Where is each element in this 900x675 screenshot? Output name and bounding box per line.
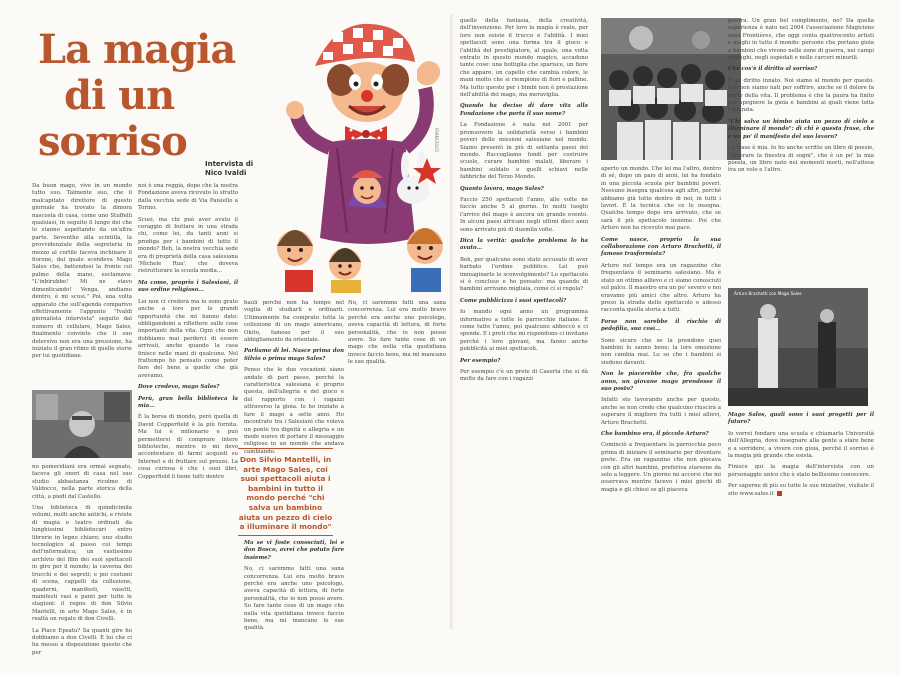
paragraph: bauli perché non ha tempo nel voglia di studiarli e ordinarli. Ultimamente ha comprato tutta la collezione di un mago americano, Okito, famoso per il suo abbigliamento da orientale. [244,300,344,344]
question: Quanto lavora, mago Sales? [460,185,544,192]
question: Parliamo di lei. Nasce prima don Silvio o prima mago Sales? [244,348,344,362]
question: Ma se vi foste conosciuti, lei e don Bosco, avrei che potuto fare insieme? [244,540,344,561]
paragraph: La Fondazione è nata nel 2001 per promuovere la solidarietà verso i bambini poveri delle missioni salesiane nel mondo. Siamo presenti in più di settanta paesi del mondo. Raccogliamo fondi per costruire scuole, curare bambini malati, liberare i bambini soldato e quelli schiavi nelle fabbriche del Terzo Mondo. [460,122,588,181]
text-column-3c [348,300,446,624]
paragraph: noi è una reggia, dopo che la nostra Fondazione aveva ricevuto lo sfratto dalla vecchia sede di Via Paisiello a Torino. [138,183,238,212]
paragraph: quello della fantasia, della creatività, dell'invenzione. Per loro la magia è reale, per loro non esiste il trucco e l'abilità. I miei spettacoli sono una forma tra il gioco e l'abilità del prestigiatore, al quale, una volta entrato in questo mondo magico, accadono tante cose: una bottiglia che sparisce, un fiore che appare, un capello che cambia colore, le mani molto che si riempiono di fiori e palline. Ma tutto questo per i bimbi non è prestazione dell'abilità del mago, ma meraviglia. [460,18,588,99]
title-line-1: La magia [38,26,236,73]
clown-right-hand [417,61,440,85]
question: Forse non sarebbe il rischio di pedofilia, sua così... [601,318,721,333]
paragraph: Arturo nel tempo era un ragazzino che frequentava il seminario salesiano. Ma è stato un ottimo allievo e ci siamo conosciuti sul palco. Il maestro era un po' severo e noi eravamo più amici che altro. Arturo ha preso la strada dello spettacolo e adesso racconta quella storia a tutti. [601,262,721,314]
paragraph: Io mando ogni anno un programma informativo a tutte le parrocchie italiane. È come tutte l'anno, poi qualcuno abboccò e ci spende. E i preti che mi rispondono ci invitano perché i loro giovani, ma fanno anche pubblicità ai miei spettacoli. [460,309,588,353]
photo-mago-sales-portrait [32,390,132,458]
byline-author: Nico Ivaldi [205,169,247,177]
paragraph: È un diritto innato. Noi siamo al mondo per questo. Noi non siamo nati per soffrire, anche se il dolore fa parte della vita. Il problema è che la paura ha finito per spegnere la gioia e bambini ai quali viene tolta l'infanzia. [728,77,874,114]
paragraph: La frase è mia. Io ho anche scritto un libro di poesie, "Ignorare la finestra di sogni", che è un po' la mia poesia, un libro nato nei momenti morti, nell'attesa tra un volo e l'altro. [728,145,874,174]
paragraph: Infatti sto lavorando anche per questo, anche se non credo che qualcuno riuscirà a superare il migliore fra tutti i miei allievi, Arturo Brachetti. [601,397,721,426]
paragraph: Da buon mago, vive in un mondo tutto suo. Talmente suo, che il malcapitato direttore di questo giornale ha trovato la dimora nascosta di casa, come uno Stuffelli qualsiasi, in seguito il lungo dei che lo stanno aspettando da un'altra parte. Seventhe alla scintilla, la provvidenziale della segreteria in mezzo al cortile faceva inchinare il fiorone, dal quale scendeva Mago Sales che, battendosi la fronte col palmo della mano, esclamava: "L'inbirubbe! Mi ne stavo dimenticando! Venga, andiamo dentro, è mi scusi." Poi, una volta apparato che sull'agenda comparivo effettivamente l'appunto "Ivaldi giornalista intervista" seguito dal numero di cellulare, Mago Sales, finalmente convinto che il suo detersivo non era una pressione, ha iniziato il gran ritmo di quelle storie per lui quotidiane. [32,183,132,360]
paragraph: Penso che le due vocazioni siano andate di pari passo, perché la caratteristica salesiana è proprio questa, dell'allegria e del gioco e del rapporto con i ragazzi attraverso la gioia. Io ho iniziato a fare il mago a sette anni. Ho incontrato tra i Salesiani che voleva un ponte tra dignità e allegria e un modo nuovo di portare il messaggio religioso in un mondo che andava cambiando. [244,367,344,455]
text-column-6a [728,18,874,280]
clown-illustration [275,18,450,293]
text-column-1a [32,183,132,383]
paragraph: No, ci saremmo fatti una sana concorrenza. Lui era molto bravo perché era anche uno psicologo, aveva capacità di lettura, di forte personalità, che io non posso avere. So fare tante cose di un mago che nella vita quotidiana invece faccio bene, ma mi mancano le sue qualità. [348,300,446,366]
clown-nose [361,90,373,102]
paragraph: Faccio 250 spettacoli l'anno, alle volte ne faccio anche 5 al giorno. In molti luoghi l'arrivo del mago è ancora un grande evento. In alcuni paesi africani negli ultimi dieci anni sono arrivato più di duemila volte. [460,196,588,233]
photo-stage-performers [728,288,868,406]
paragraph: guerra. Un gran bel complimento, no? Da quella esperienza è nato nel 2004 l'associazione Magiciens sans Frontières, che oggi conta quattrocento artisti e maghi in tutto il mondo: persone che portano gioia a bambini che vivono nelle zone di guerra, nei campi profughi, negli ospedali e nelle carceri minorili. [728,18,874,62]
photo-caption: Arturo Brachetti con Mago Sales [734,291,802,296]
paragraph: aperto un mondo. Che lei ma l'altro, dentro di sé, dopo un paio di anni, lui ha fondato in una piccola scuola per bambini poveri. Nessuno insegna qualcosa agli altri, perché abbiamo già tutto dentro di noi, in tutti i lavori. È la tecnica che ce le insegna. Qualche tempo dopo era arrivato, che se sarà il più spettacolo insieme. Poi che Arturo non ha ricevuto mai pace. [601,166,721,232]
text-column-1b [32,464,132,656]
end-mark-icon [777,491,782,496]
photo-children-group [601,18,741,160]
paragraph: no pomeridiani era ormai segnato, faceva gli onori di casa nel suo studio abbastanza ricolmo di Valdocco, nella parte storica della città, a piedi dal Castello. [32,464,132,500]
text-column-4 [460,18,588,623]
paragraph: Cominciò a frequentare la parrocchia poco prima di iniziare il seminario per diventare prete. Era un ragazzino che non giocava con gli altri bambini, preferiva starsene da solo a leggere. Un giorno mi accorsi che mi osservava mentre facevo i miei giochi di magia e gli chiesi se gli piaceva [601,442,721,493]
page-gutter [450,14,454,629]
text-column-3b [244,540,344,632]
paragraph: È la borsa di mondo, però quella di David Copperfield è la più fornita. Ma lui è milionario e può permettersi di comprare intere biblioteche, mentre io mi devo accontentare di farmi acquisti su Internet e di fruttare sul prezzo. La cosa curiosa è che i suoi libri, Copperfield li tiene tutti dentro [138,414,238,480]
question: "Chi salva un bimbo aiuta un pezzo di cielo a illuminare il mondo": di chi è questa frase, che è un po' il manifesto del suo lavoro? [728,118,874,140]
paragraph-text: Per saperne di più su tutte le sue iniziative, visitate il sito www.sales.it [728,483,874,497]
question: Che bambino era, il piccolo Arturo? [601,431,709,437]
article-title [38,22,288,172]
right-page [458,18,876,623]
text-column-3 [244,300,344,455]
clown-left-hand [286,101,304,119]
question: Quando ha deciso di dare vita alla Fondazione che porta il suo nome? [460,103,588,117]
text-column-6b [728,412,874,624]
question: Perù, gran bella biblioteca la mia... [138,395,238,409]
question: Come nasce, proprio la sua collaborazione con Arturo Brachetti, il famoso trasformista? [601,236,721,258]
paragraph: La Piace Epsatu? Sa quanti gire ho dobbiamo a don Civelli. È lui che ci ha messo a disposizione questo che per [32,627,132,656]
pull-quote: Don Silvio Mantelli, in arte Mago Sales, coi suoi spettacoli aiuta i bambini in tutto il mondo perché "chi salva un bambino aiuta un pezzo di cielo a illuminare il mondo" [238,448,333,536]
question: Ma come, proprio i Salesiani, il suo ordine religioso... [138,279,238,294]
title-line-2: di un [64,72,175,119]
question: Come pubblicizza i suoi spettacoli? [460,297,567,304]
question: Che cos'è il diritto al sorriso? [728,66,818,73]
paragraph: Per esempio c'è un prete di Caserta che si dà molto da fare con i ragazzi [460,369,588,383]
paragraph: Scusi, ma chi può aver avuto il coraggio di buttare in una strada chi, come lei, da tanti anni si prodiga per i bambini di tutto il mondo? Beh, la nostra vecchia sede era di proprietà della casa salesiana 'Michele Rua', che doveva ristrutturare la scuola media... [138,216,238,275]
text-column-5 [601,166,721,624]
paragraph: Una biblioteca di quindicimila volumi, molti anche antichi, e riviste di magia e teatro ordinati da lunghissimi bibliotecari entro librerie in legno chiaro; uno studio tecnologico al passo coi tempi dell'informatica; un vastissimo archivio dei film dei suoi spettacoli in giro per il mondo; la caverna dei trucchi e dei segreti; e poi costumi di scena, cappelli da collezione, quaderni, manifesti, vasetti, manifesti vasi e panti per tutte le stagioni: il regno di don Silvio Mantelli, in arte Mago Sales, è in realtà un regalo di don Civelli. [32,505,132,623]
paragraph: No, ci saremmo fatti una sana concorrenza. Lui era molto bravo perché era anche uno psicologo, aveva capacità di lettura, di forte personalità, che io non posso avere. So fare tante cose di un mago che nella vita quotidiana invece faccio bene, ma mi mancano le sue qualità. [244,566,344,632]
left-page [30,18,448,656]
byline-label: Intervista di [205,160,254,168]
question: Dove credevo, mago Sales? [138,384,220,391]
paragraph: Beh, per qualcuno sono stato accusato di aver barbato l'ordine pubblico. Lei può immaginarlo lo sconvolgimento? Lo spettacolo si è concluso e ho pensato: ma quando di bambini arrivano migliaia, come ci si regola? [460,256,588,293]
question: Mago Sales, quali sono i suoi progetti per il futuro? [728,412,874,426]
question: Non le piacerebbe che, fra qualche anno, un giovane mago prendesse il suo posto? [601,371,721,392]
paragraph: Sono sicuro che se la prendono quei bambini lo sanno bene; la loro emozione non cambia mai. Lo so che i bambini si siedono davanti. [601,337,721,366]
paragraph: Finisce qui la magia dell'intervista con un personaggio unico che è stato bellissimo conoscere. [728,464,874,478]
question: Per esempio? [460,357,501,364]
title-line-3: sorriso [38,118,187,165]
text-column-2 [138,183,238,623]
svg-text:FRANCESCO: FRANCESCO [434,128,439,153]
paragraph [728,483,874,498]
paragraph: Io vorrei fondare una scuola e chiamarla Università dell'Allegria, dove insegnare alla gente a stare bene e a sorridere, a vivere con gioia, perché il sorriso è la magia più grande che esista. [728,430,874,460]
checkered-hat [315,24,415,66]
paragraph: Lei non ci crederà ma io sono grato anche a loro per le grandi opportunità che mi hanno dato: obbligandomi a riflettere sulle cose importanti della vita. Ogni che non dobbiamo mai perderci di essere arrivati, anche quando la casa finisce nelle mani di qualcuno. Nel frattempo ho pensato come poter fare del bene a quello che già avevamo. [138,298,238,379]
question: Dica la verità: qualche problema lo ha avuto... [460,237,588,252]
